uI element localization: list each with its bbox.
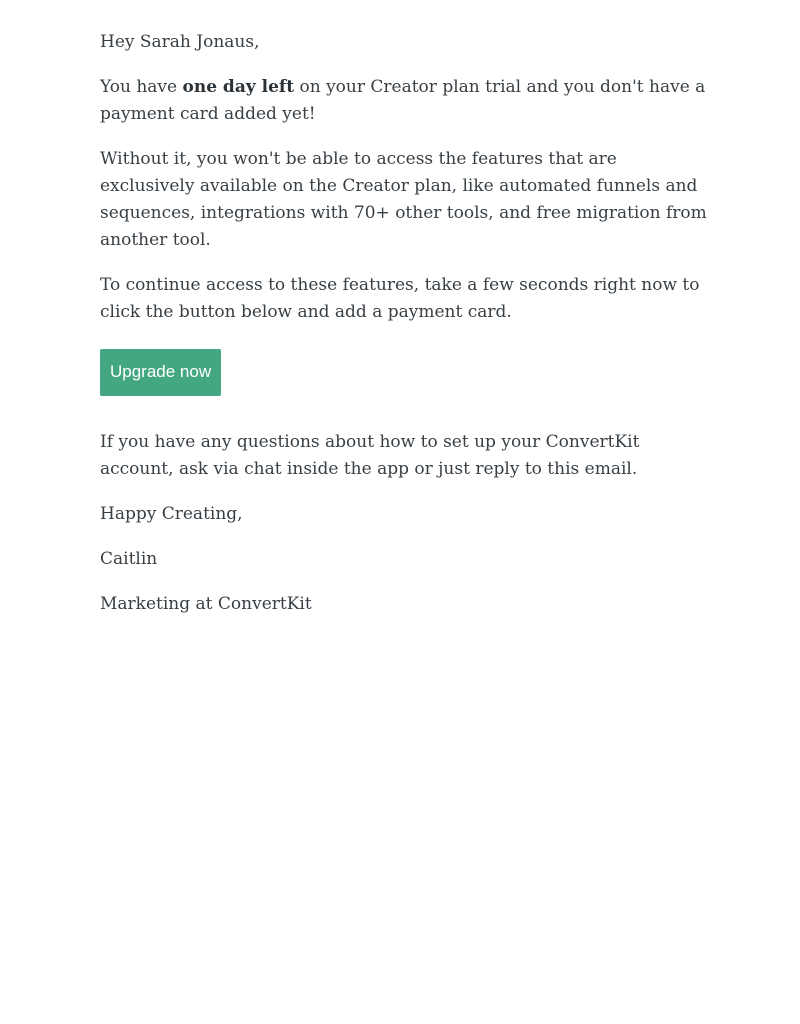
trial-notice-before: You have <box>100 77 183 97</box>
upgrade-now-button[interactable]: Upgrade now <box>100 349 221 396</box>
instructions-paragraph: To continue access to these features, take a few seconds right now to click the button below and add a payment card. <box>100 275 700 322</box>
closing: Happy Creating, <box>100 504 243 524</box>
email-body <box>100 29 710 636</box>
features-paragraph: Without it, you won't be able to access the features that are exclusively available on the Creator plan, like automated funnels and sequences, integrations with 70+ other tools, and free migration from another tool. <box>100 149 707 250</box>
days-left-emphasis: one day left <box>182 77 295 97</box>
greeting: Hey Sarah Jonaus, <box>100 32 260 52</box>
trial-notice-after: on your Creator plan trial and you don't have a payment card added yet! <box>100 77 706 124</box>
signature-name: Caitlin <box>100 549 158 569</box>
signature-title: Marketing at ConvertKit <box>100 594 312 614</box>
cta-container <box>100 349 710 396</box>
help-paragraph: If you have any questions about how to set up your ConvertKit account, ask via chat inside the app or just reply to this email. <box>100 432 640 479</box>
trial-notice-paragraph <box>100 74 710 128</box>
